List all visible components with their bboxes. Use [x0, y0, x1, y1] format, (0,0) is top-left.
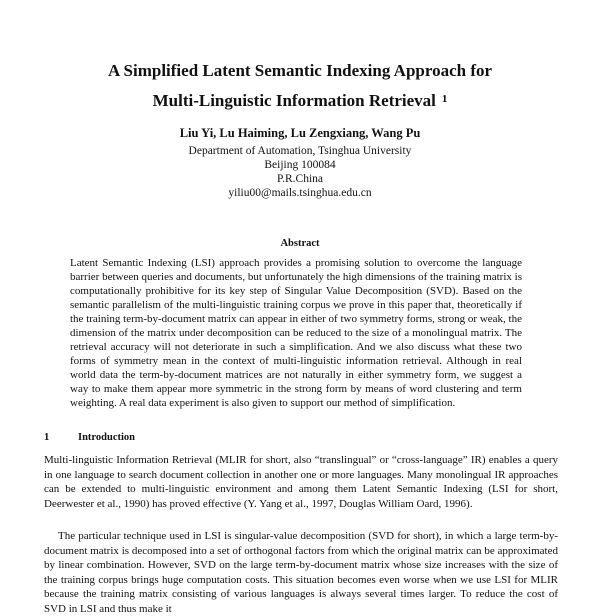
paper-title-line-1: A Simplified Latent Semantic Indexing Approach for — [107, 61, 493, 80]
affiliation-department: Department of Automation, Tsinghua University — [188, 145, 412, 157]
author-list: Liu Yi, Lu Haiming, Lu Zengxiang, Wang Pu — [179, 126, 421, 140]
abstract-heading: Abstract — [280, 238, 320, 249]
section-title: Introduction — [78, 432, 135, 443]
section-number: 1 — [44, 432, 50, 443]
abstract-body: Latent Semantic Indexing (LSI) approach provides a promising solution to overcome the language barrier between queries and documents, but unfortunately the high dimensions of the training matrix is computationally prohibitive for its key step of Singular Value Decomposition (SVD). Based on the semantic parallelism of the multi-linguistic training corpus we prove in this paper that, theoretically if the training term-by-document matrix can appear in either of two symmetry forms, strong or weak, the dimension of the matrix under decomposition can be reduced to the size of a monolingual matrix. The retrieval accuracy will not deteriorate in such a simplification. And we also discuss what these two forms of symmetry mean in the context of multi-linguistic information retrieval. Although in real world data the term-by-document matrices are not naturally in either symmetry form, we suggest a way to make them appear more symmetric in the strong form by means of word clustering and term weighting. A real data experiment is also given to support our method of simplification. — [70, 257, 522, 409]
intro-paragraph-1: Multi-linguistic Information Retrieval (MLIR for short, also “translingual” or “cross-language” IR) enables a query in one language to search document collection in another one or more languages. Many monolingual IR approaches can be extended to multi-linguistic environment and among them Latent Semantic Indexing (LSI for short, Deerwester et al., 1990) has proved effective (Y. Yang et al., 1997, Douglas William Oard, 1996). — [44, 454, 558, 510]
paper-title-line-2 — [0, 89, 600, 111]
intro-paragraph-2: The particular technique used in LSI is singular-value decomposition (SVD for short), in which a large term-by-document matrix is decomposed into a set of orthogonal factors from which the original matrix can be approximated by linear combination. However, SVD on the large term-by-document matrix whose size increases with the size of the training corpus brings huge computation costs. This situation becomes even worse when we use LSI for MLIR because the training matrix consisting of various languages is always several times larger. To reduce the cost of SVD in LSI and thus make it — [44, 530, 558, 615]
affiliation-country: P.R.China — [276, 173, 323, 185]
title-footnote-marker: 1 — [441, 93, 448, 105]
affiliation-city: Beijing 100084 — [264, 159, 336, 171]
section-heading — [44, 432, 135, 443]
paper-title-text: Multi-Linguistic Information Retrieval — [152, 91, 436, 110]
author-email: yiliu00@mails.tsinghua.edu.cn — [228, 187, 372, 199]
